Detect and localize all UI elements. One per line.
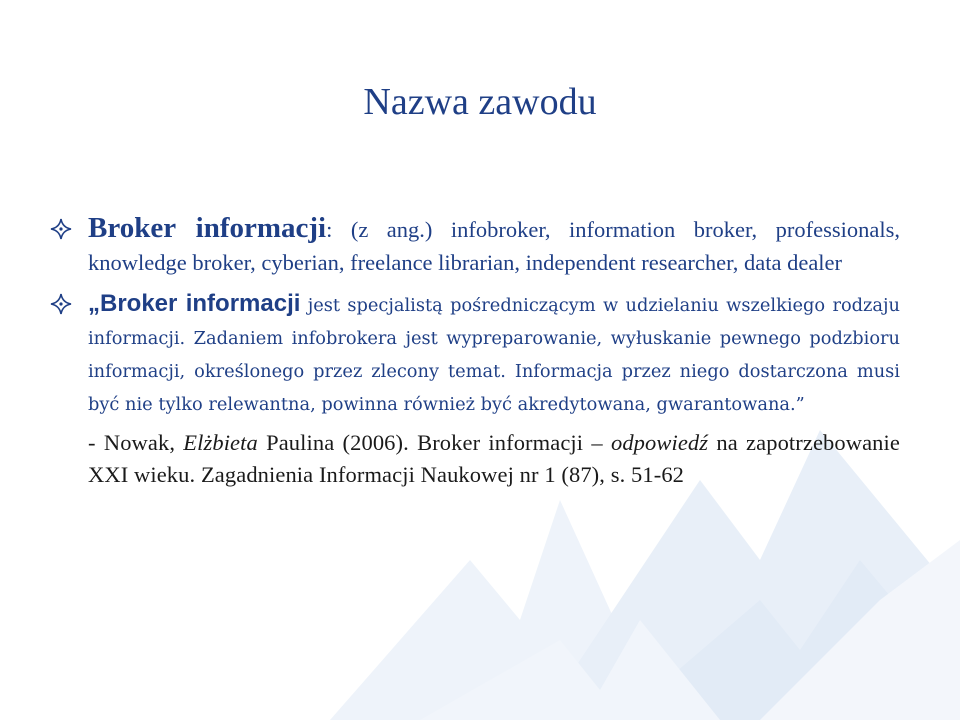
diamond-bullet-icon xyxy=(50,293,72,315)
bullet-text: : (z ang.) infobroker, information broker, professionals, knowledge broker, cyberian, freelance librarian, independent researcher, data dealer xyxy=(88,217,901,275)
bullet-lead: „Broker informacji xyxy=(88,290,301,317)
slide-title: Nazwa zawodu xyxy=(363,81,597,123)
bullet-paragraph xyxy=(88,212,900,279)
bullet-lead: Broker informacji xyxy=(88,212,327,244)
bullet-text: jest specjalistą pośredniczącym w udzielaniu wszelkiego rodzaju informacji. Zadaniem infobrokera jest wypreparowanie, wyłuskanie pewnego podzbioru informacji, określonego przez zlecony temat. Informacja przez niego dostarczona musi być nie tylko relewantna, powinna również być akredytowana, gwarantowana.” xyxy=(88,295,900,415)
slide-content xyxy=(88,212,900,514)
citation-text: Paulina (2006). Broker informacji – xyxy=(257,430,611,455)
citation-text: na zapotrzebowanie XXI wieku. Zagadnienia Informacji Naukowej nr 1 (87), s. 51-62 xyxy=(88,430,900,487)
citation xyxy=(88,427,900,491)
diamond-bullet-icon xyxy=(50,218,72,240)
citation-text: - Nowak, xyxy=(88,430,184,455)
bullet-paragraph xyxy=(88,287,900,421)
citation-title-italic: odpowiedź xyxy=(610,430,709,455)
citation-author-italic: Elżbieta xyxy=(183,430,258,455)
